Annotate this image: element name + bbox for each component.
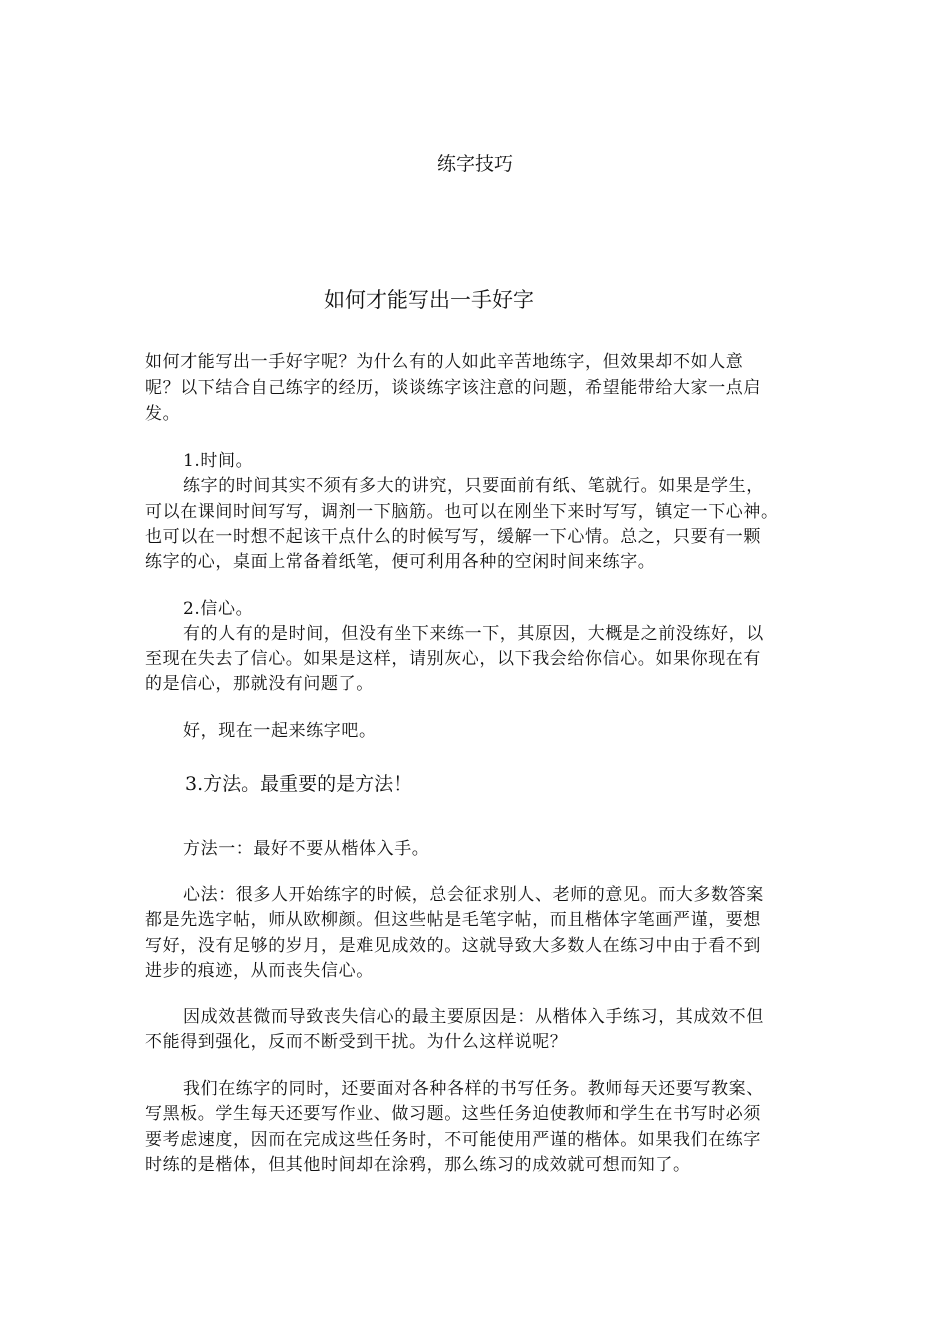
section-heading: 2.信心。 — [183, 599, 254, 619]
page-title: 练字技巧 — [436, 153, 513, 175]
section-heading: 1.时间。 — [183, 451, 254, 471]
section-heading: 3.方法。最重要的是方法！ — [185, 773, 413, 795]
text-line: 我们在练字的同时，还要面对各种各样的书写任务。教师每天还要写教案、 — [183, 1079, 764, 1099]
method-heading: 方法一：最好不要从楷体入手。 — [183, 839, 430, 859]
text-line: 要考虑速度，因而在完成这些任务时，不可能使用严谨的楷体。如果我们在练字 — [145, 1130, 761, 1150]
text-line: 时练的是楷体，但其他时间却在涂鸦，那么练习的成效就可想而知了。 — [145, 1155, 691, 1175]
text-line: 可以在课间时间写写，调剂一下脑筋。也可以在刚坐下来时写写，镇定一下心神。 — [145, 502, 779, 522]
text-line: 都是先选字帖，师从欧柳颜。但这些帖是毛笔字帖，而且楷体字笔画严谨，要想 — [145, 910, 761, 930]
closing-line: 好，现在一起来练字吧。 — [183, 721, 377, 741]
text-line: 不能得到强化，反而不断受到干扰。为什么这样说呢？ — [145, 1032, 568, 1052]
text-line: 至现在失去了信心。如果是这样，请别灰心，以下我会给你信心。如果你现在有 — [145, 649, 761, 669]
text-line: 心法：很多人开始练字的时候，总会征求别人、老师的意见。而大多数答案 — [183, 885, 764, 905]
text-line: 写好，没有足够的岁月，是难见成效的。这就导致大多数人在练习中由于看不到 — [145, 936, 761, 956]
text-line: 进步的痕迹，从而丧失信心。 — [145, 961, 374, 981]
text-line: 如何才能写出一手好字呢？为什么有的人如此辛苦地练字，但效果却不如人意 — [145, 352, 744, 372]
text-line: 写黑板。学生每天还要写作业、做习题。这些任务迫使教师和学生在书写时必须 — [145, 1104, 761, 1124]
text-line: 因成效甚微而导致丧失信心的最主要原因是：从楷体入手练习，其成效不但 — [183, 1007, 764, 1027]
text-line: 练字的心，桌面上常备着纸笔，便可利用各种的空闲时间来练字。 — [145, 552, 656, 572]
text-line: 也可以在一时想不起该干点什么的时候写写，缓解一下心情。总之，只要有一颗 — [145, 527, 761, 547]
text-line: 有的人有的是时间，但没有坐下来练一下，其原因，大概是之前没练好，以 — [183, 624, 764, 644]
article-heading: 如何才能写出一手好字 — [324, 288, 534, 312]
text-line: 练字的时间其实不须有多大的讲究，只要面前有纸、笔就行。如果是学生， — [183, 476, 764, 496]
text-line: 发。 — [145, 404, 181, 424]
text-line: 的是信心，那就没有问题了。 — [145, 674, 374, 694]
text-line: 呢？以下结合自己练字的经历，谈谈练字该注意的问题，希望能带给大家一点启 — [145, 378, 761, 398]
